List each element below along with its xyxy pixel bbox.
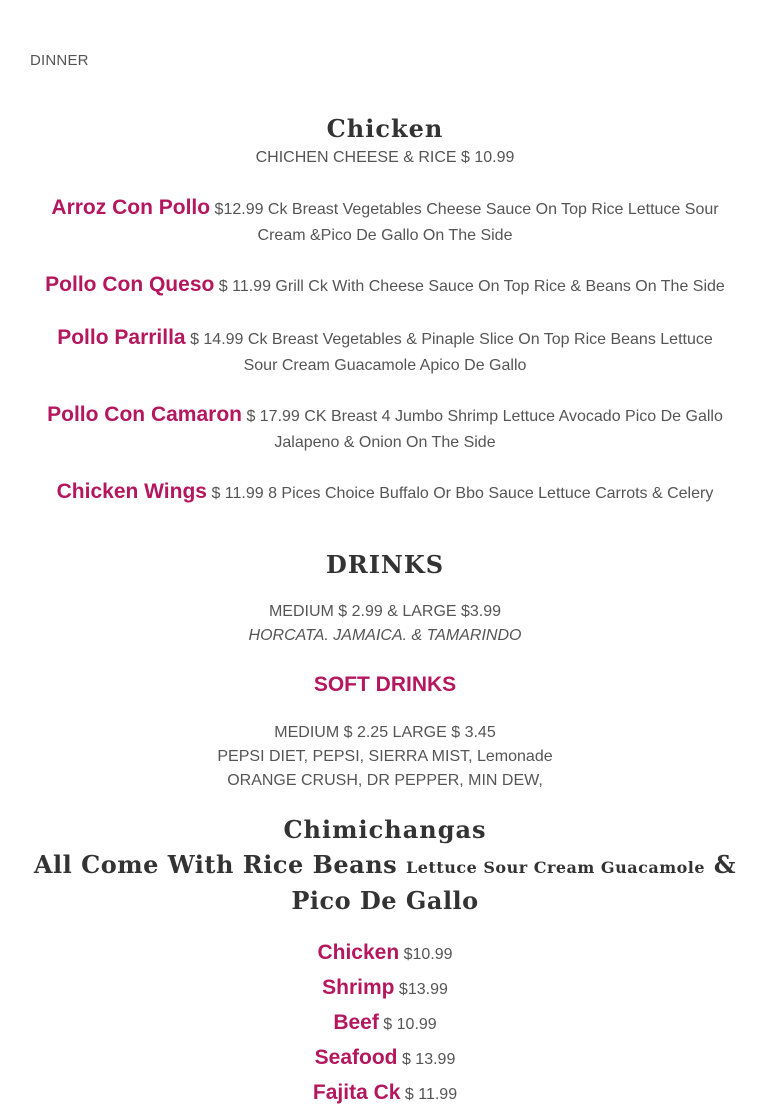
chimichanga-name: Beef: [333, 1011, 379, 1034]
chimichanga-price: $ 10.99: [383, 1016, 437, 1033]
drinks-price: MEDIUM $ 2.99 & LARGE $3.99: [268, 603, 502, 620]
menu-item-desc: $12.99 Ck Breast Vegetables Cheese Sauce On Top Rice Lettuce Sour Cream &Pico De Gallo On The Side: [214, 201, 719, 244]
chimichanga-price: $ 13.99: [401, 1051, 456, 1068]
drinks-heading: DRINKS: [325, 550, 445, 579]
list-item: [30, 1006, 740, 1041]
menu-item-name: Arroz Con Pollo: [51, 196, 211, 219]
menu-item-name: Chicken Wings: [56, 480, 207, 503]
drinks-flavors: HORCATA. JAMAICA. & TAMARINDO: [248, 627, 522, 644]
chicken-heading: Chicken: [326, 114, 444, 143]
menu-item-name: Pollo Con Camaron: [47, 403, 242, 426]
chimichangas-sub-2: Lettuce Sour Cream Guacamole: [406, 858, 706, 877]
list-item: [30, 936, 740, 971]
section-label: DINNER: [30, 52, 89, 69]
menu-item-desc: $ 11.99 8 Pices Choice Buffalo Or Bbo Sauce Lettuce Carrots & Celery: [211, 485, 714, 502]
menu-item: [30, 272, 740, 300]
menu-item-desc: $ 11.99 Grill Ck With Cheese Sauce On Top Rice & Beans On The Side: [218, 278, 725, 295]
chimichangas-subtitle: [30, 848, 740, 917]
chimichangas-sub-1: All Come With Rice Beans: [33, 850, 398, 879]
menu-item-name: Pollo Con Queso: [45, 273, 215, 296]
chicken-subtitle: CHICHEN CHEESE & RICE $ 10.99: [255, 149, 515, 166]
soft-drinks-heading: SOFT DRINKS: [313, 673, 457, 696]
menu-item-desc: $ 14.99 Ck Breast Vegetables & Pinaple Slice On Top Rice Beans Lettuce Sour Cream Guacamole Apico De Gallo: [190, 331, 713, 374]
menu-item: [30, 479, 740, 507]
chimichanga-name: Seafood: [314, 1046, 398, 1069]
chimichanga-name: Shrimp: [322, 976, 395, 999]
list-item: [30, 971, 740, 1006]
chimichanga-price: $13.99: [398, 981, 448, 998]
menu-item-desc: $ 17.99 CK Breast 4 Jumbo Shrimp Lettuce Avocado Pico De Gallo Jalapeno & Onion On The Side: [246, 408, 723, 451]
menu-item: [30, 195, 740, 249]
chimichanga-price: $10.99: [403, 946, 453, 963]
chimichanga-price: $ 11.99: [404, 1086, 458, 1103]
list-item: [30, 1076, 740, 1111]
menu-item: [30, 325, 740, 379]
chimichangas-sub-3: & Pico De Gallo: [291, 850, 737, 915]
menu-item: [30, 402, 740, 456]
menu-item-name: Pollo Parrilla: [57, 326, 186, 349]
chimichangas-list: [30, 936, 740, 1111]
list-item: [30, 1041, 740, 1076]
chimichanga-name: Fajita Ck: [312, 1081, 401, 1104]
chimichangas-heading: Chimichangas: [283, 815, 487, 844]
soft-drinks-price: MEDIUM $ 2.25 LARGE $ 3.45: [274, 724, 496, 741]
chimichanga-name: Chicken: [317, 941, 400, 964]
soft-drinks-list-2: ORANGE CRUSH, DR PEPPER, MIN DEW,: [227, 772, 543, 789]
soft-drinks-list-1: PEPSI DIET, PEPSI, SIERRA MIST, Lemonade: [217, 748, 553, 765]
